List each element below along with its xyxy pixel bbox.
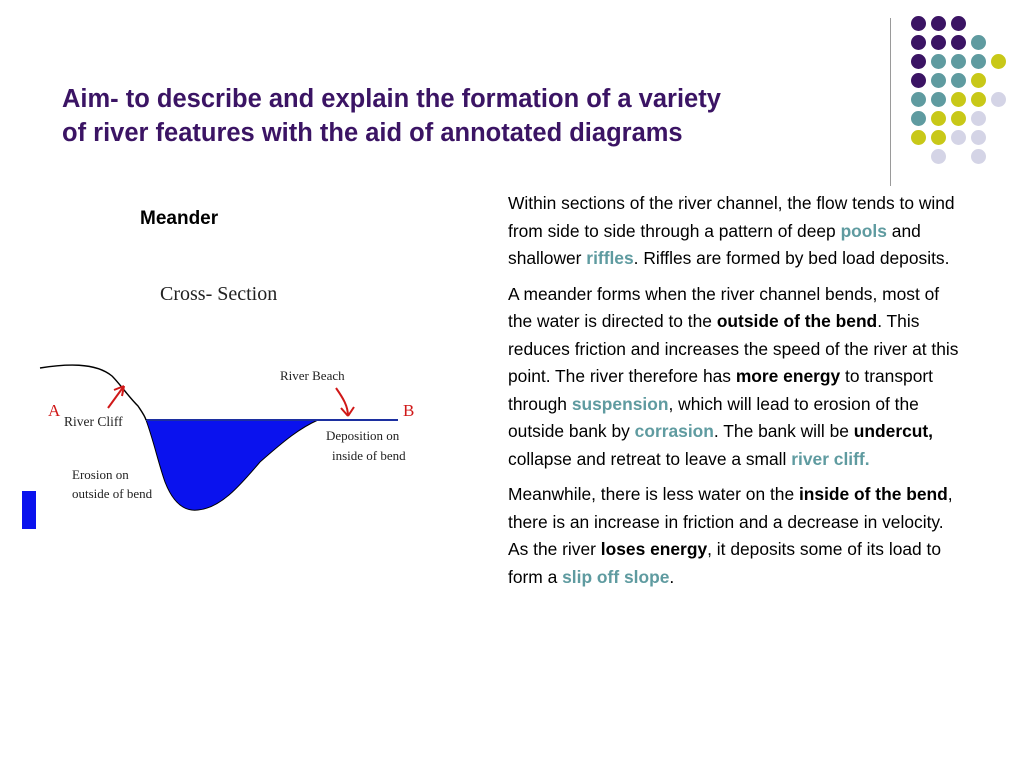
decorative-dot — [931, 16, 946, 31]
meander-cross-section-diagram — [0, 250, 440, 540]
erosion-label-line-1: Erosion on — [72, 467, 129, 482]
decorative-dot — [931, 73, 946, 88]
diagram-heading: Cross- Section — [160, 283, 278, 305]
decorative-dot — [951, 111, 966, 126]
paragraph-meander-formation — [508, 281, 960, 474]
title-line-1: Aim- to describe and explain the formation of a variety — [62, 85, 721, 113]
decorative-dot — [911, 92, 926, 107]
keyword-slip-off-slope: slip off slope — [562, 566, 670, 587]
text-run: collapse and retreat to leave a small — [508, 448, 792, 469]
decorative-dot — [931, 130, 946, 145]
decorative-dot — [911, 35, 926, 50]
decorative-dot — [931, 149, 946, 164]
decorative-dot — [991, 54, 1006, 69]
decorative-dot — [971, 111, 986, 126]
section-subtitle: Meander — [140, 208, 219, 229]
river-water-shape — [146, 420, 318, 510]
decorative-dot — [911, 54, 926, 69]
text-run: . This reduces friction and increases the speed of the river at this point. The river therefore has — [508, 311, 959, 386]
text-run: , which will lead to erosion of the outside bank by — [508, 393, 919, 441]
text-run: and shallower — [508, 220, 921, 268]
river-cliff-label: River Cliff — [64, 414, 123, 429]
decorative-dot — [971, 130, 986, 145]
decorative-divider-line — [890, 18, 891, 186]
deposition-label-line-1: Deposition on — [326, 428, 400, 443]
decorative-dot — [951, 16, 966, 31]
text-run: , it deposits some of its load to form a — [508, 539, 942, 587]
decorative-dot — [931, 111, 946, 126]
keyword-river-cliff: river cliff. — [791, 448, 870, 469]
bold-outside-of-bend: outside of the bend — [716, 311, 878, 331]
slide-title — [62, 82, 882, 150]
decorative-dot — [971, 73, 986, 88]
title-line-2: of river features with the aid of annotated diagrams — [62, 119, 683, 147]
text-run: . The bank will be — [713, 421, 854, 441]
keyword-riffles: riffles — [586, 248, 634, 268]
paragraph-inside-bend — [508, 481, 960, 591]
decorative-dot — [951, 92, 966, 107]
river-beach-label: River Beach — [280, 368, 345, 383]
decorative-dot — [951, 73, 966, 88]
decorative-dot — [991, 92, 1006, 107]
keyword-suspension: suspension — [571, 393, 669, 414]
erosion-label-line-2: outside of bend — [72, 486, 153, 501]
decorative-dot — [911, 16, 926, 31]
paragraph-pools-riffles — [508, 190, 960, 273]
decorative-dot — [931, 92, 946, 107]
keyword-pools: pools — [840, 220, 887, 241]
bold-undercut: undercut, — [853, 421, 934, 441]
label-b: B — [403, 401, 415, 420]
decorative-dot — [971, 35, 986, 50]
decorative-dot — [911, 111, 926, 126]
text-run: Meanwhile, there is less water on the — [508, 484, 799, 504]
bold-inside-of-bend: inside of the bend — [798, 484, 948, 504]
label-a: A — [48, 401, 61, 420]
decorative-dot — [971, 149, 986, 164]
deposition-label-line-2: inside of bend — [332, 448, 406, 463]
beach-arrow-icon — [336, 388, 348, 416]
text-run: . Riffles are formed by bed load deposits. — [633, 248, 950, 268]
text-run: , there is an increase in friction and a decrease in velocity. As the river — [508, 484, 953, 559]
decorative-dot — [911, 73, 926, 88]
decorative-dot — [911, 130, 926, 145]
decorative-dot — [971, 54, 986, 69]
decorative-dot — [971, 92, 986, 107]
blue-edge-fragment — [22, 491, 36, 529]
decorative-dot — [931, 54, 946, 69]
text-run: . — [669, 566, 675, 587]
decorative-dot — [951, 130, 966, 145]
text-run: A meander forms when the river channel bends, most of the water is directed to the — [508, 283, 940, 331]
bold-loses-energy: loses energy — [600, 539, 708, 559]
explanation-text — [508, 190, 960, 599]
decorative-dot — [931, 35, 946, 50]
text-run: Within sections of the river channel, the flow tends to wind from side to side through a pattern of deep — [508, 193, 955, 241]
decorative-dot — [951, 54, 966, 69]
bold-more-energy: more energy — [735, 366, 841, 386]
text-run: to transport through — [508, 366, 933, 414]
decorative-dot — [951, 35, 966, 50]
keyword-corrasion: corrasion — [634, 421, 714, 441]
